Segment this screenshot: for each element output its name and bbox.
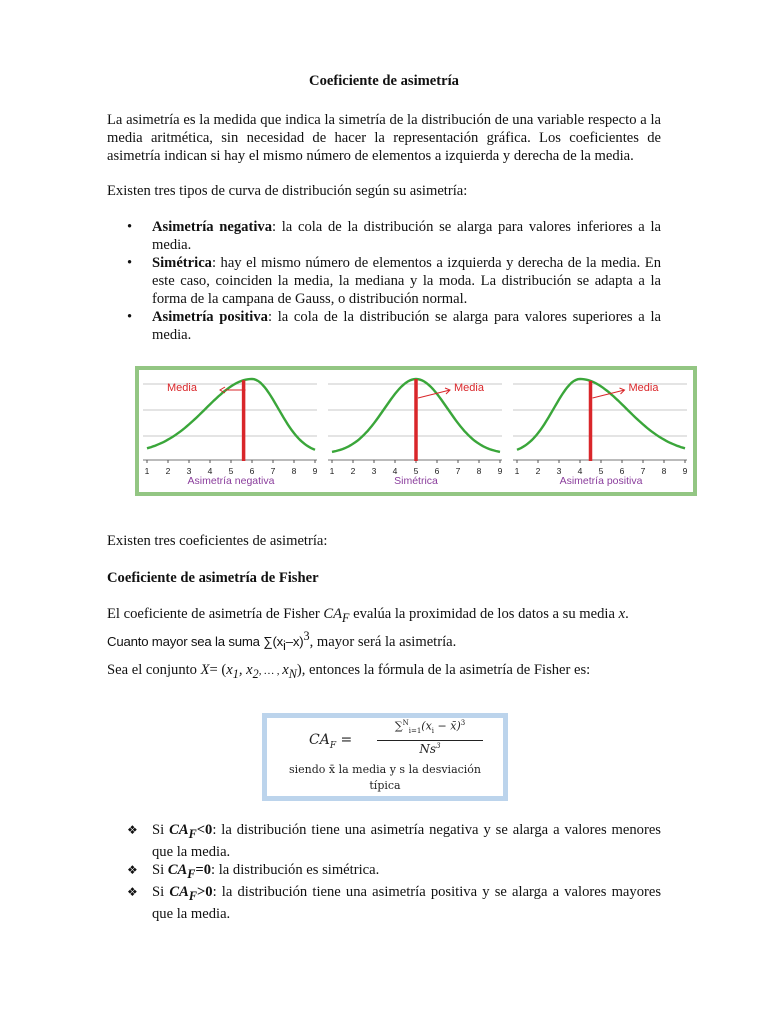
diamond-bullet-icon: ❖ bbox=[127, 862, 138, 877]
tick-label: 9 bbox=[497, 466, 503, 476]
diamond-bullet-icon: ❖ bbox=[127, 884, 138, 899]
tick-label: 8 bbox=[476, 466, 482, 476]
media-label: Media bbox=[454, 382, 484, 394]
types-intro: Existen tres tipos de curva de distribución según su asimetría: bbox=[107, 183, 468, 199]
panel-caption: Simétrica bbox=[394, 475, 438, 487]
cases-list bbox=[107, 821, 661, 923]
list-item: • Asimetría negativa: la cola de la distribución se alarga para valores inferiores a la media. bbox=[127, 219, 661, 253]
asymmetry-curves bbox=[139, 370, 693, 492]
tick-label: 1 bbox=[144, 466, 150, 476]
tick-label: 4 bbox=[207, 466, 213, 476]
coefficients-intro: Existen tres coeficientes de asimetría: bbox=[107, 533, 328, 549]
tick-label: 7 bbox=[270, 466, 276, 476]
formula-numerator: $\sum^N_{i=1}(x_i$ − x̄)$^3$ bbox=[394, 719, 466, 735]
tick-label: 3 bbox=[371, 466, 377, 476]
media-label: Media bbox=[167, 382, 197, 394]
tick-label: 4 bbox=[392, 466, 398, 476]
bullet-icon: • bbox=[127, 219, 133, 235]
tick-label: 8 bbox=[291, 466, 297, 476]
tick-label: 8 bbox=[661, 466, 667, 476]
formula-denominator: Ns$^3$ bbox=[419, 742, 441, 756]
tick-label: 9 bbox=[682, 466, 688, 476]
tick-label: 1 bbox=[514, 466, 520, 476]
list-item: ❖ Si $CA_F=0$: la distribución es simétrica. bbox=[127, 861, 380, 881]
formula-note: siendo x̄ la media y s la desviación típica bbox=[288, 763, 482, 792]
intro-paragraph: La asimetría es la medida que indica la simetría de la distribución de una variable respecto a la media aritmética, sin necesidad de hacer la representación gráfica. Los coeficientes de asimetría indican si hay el mismo número de elementos a izquierda y derecha de la media. bbox=[107, 112, 661, 164]
tick-label: 2 bbox=[535, 466, 541, 476]
tick-label: 3 bbox=[556, 466, 562, 476]
distribution-curve bbox=[517, 379, 685, 450]
tick-label: 6 bbox=[434, 466, 440, 476]
tick-label: 4 bbox=[577, 466, 583, 476]
fisher-heading: Coeficiente de asimetría de Fisher bbox=[107, 570, 319, 586]
tick-label: 5 bbox=[598, 466, 604, 476]
bullet-icon: • bbox=[127, 309, 133, 325]
list-item: ❖ Si $CA_F<0$: la distribución tiene una asimetría negativa y se alarga a valores menores que la media. bbox=[127, 822, 661, 860]
types-list bbox=[107, 218, 661, 344]
fisher-formula bbox=[262, 713, 508, 801]
diamond-bullet-icon: ❖ bbox=[127, 823, 138, 837]
formula-lhs: $CA_F$ = bbox=[309, 732, 353, 751]
set-definition: Sea el conjunto $X= (x_1$, $x_2$, … , $x_N$), entonces la fórmula de la asimetría de Fisher es: bbox=[107, 662, 591, 681]
tick-label: 3 bbox=[186, 466, 192, 476]
media-label: Media bbox=[628, 382, 659, 394]
list-item: • Asimetría positiva: la cola de la distribución se alarga para valores superiores a la media. bbox=[127, 309, 661, 343]
asymmetry-figure bbox=[135, 366, 697, 496]
tick-label: 2 bbox=[350, 466, 356, 476]
tick-label: 2 bbox=[165, 466, 171, 476]
tick-label: 6 bbox=[619, 466, 625, 476]
tick-label: 7 bbox=[455, 466, 461, 476]
panel-caption: Asimetría negativa bbox=[187, 475, 275, 487]
fraction-bar bbox=[377, 740, 483, 741]
tick-label: 6 bbox=[249, 466, 255, 476]
tick-label: 5 bbox=[413, 466, 419, 476]
panel-caption: Asimetría positiva bbox=[559, 475, 643, 487]
tick-label: 7 bbox=[640, 466, 646, 476]
bullet-icon: • bbox=[127, 255, 133, 271]
tick-label: 5 bbox=[228, 466, 234, 476]
tick-label: 1 bbox=[329, 466, 335, 476]
page-title: Coeficiente de asimetría bbox=[309, 73, 459, 89]
fisher-paragraph: El coeficiente de asimetría de Fisher $CA_F$ evalúa la proximidad de los datos a su media x. Cuanto mayor sea la suma $\sum(x_i-x)^3$, mayor será la asimetría. bbox=[107, 606, 629, 653]
list-item: • Simétrica: hay el mismo número de elementos a izquierda y derecha de la media. En este caso, coinciden la media, la mediana y la moda. La distribución se adapta a la forma de la campana de Gauss, o distribución normal. bbox=[127, 255, 661, 307]
tick-label: 9 bbox=[312, 466, 318, 476]
list-item: ❖ Si $CA_F>0$: la distribución tiene una asimetría positiva y se alarga a valores mayores que la media. bbox=[127, 883, 662, 922]
